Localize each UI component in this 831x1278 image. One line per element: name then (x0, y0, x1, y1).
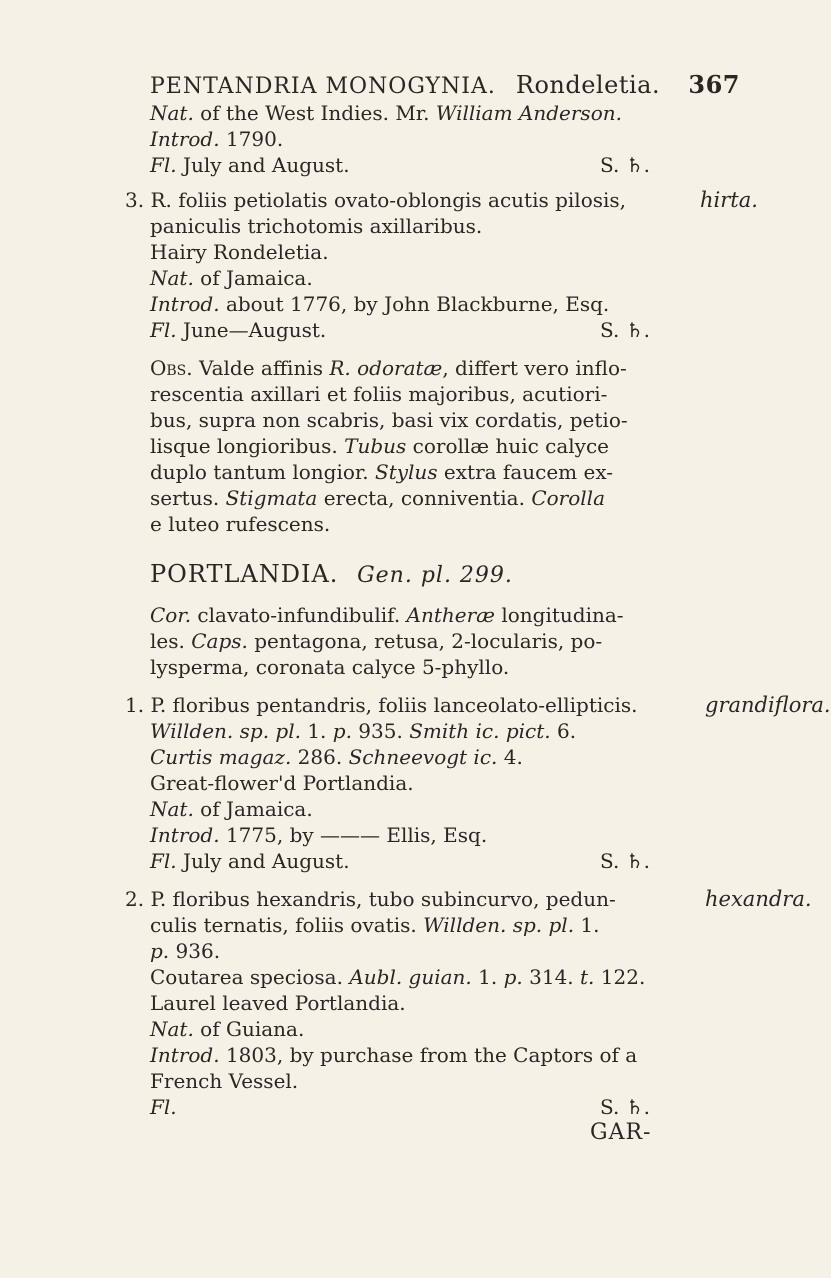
species-epithet-hexandra: hexandra. (705, 887, 812, 911)
genus-name: PORTLANDIA. (150, 560, 339, 588)
text-line: Coutarea speciosa. Aubl. guian. 1. p. 314. t. 122. (150, 965, 646, 989)
text-line: Fl. June—August. (150, 318, 327, 342)
text-line: Laurel leaved Portlandia. (150, 991, 406, 1015)
text-line: Nat. of the West Indies. Mr. William Anderson. (150, 101, 622, 125)
genus-character: lysperma, coronata calyce 5-phyllo. (150, 655, 510, 679)
text-line: paniculis trichotomis axillaribus. (150, 214, 483, 238)
obs-line: Obs. Valde affinis R. odoratæ, differt vero inflo- (150, 356, 627, 380)
habitat-code: S. ♄. (600, 318, 650, 342)
catchword: GAR- (590, 1120, 652, 1145)
text-line: Willden. sp. pl. 1. p. 935. Smith ic. pict. 6. (150, 719, 577, 743)
text-line: Introd. 1803, by purchase from the Captors of a (150, 1043, 638, 1067)
text-line: culis ternatis, foliis ovatis. Willden. sp. pl. 1. (150, 913, 600, 937)
genus-heading (150, 560, 513, 588)
genus-character: les. Caps. pentagona, retusa, 2-locularis, po- (150, 629, 603, 653)
page-number: 367 (688, 70, 740, 99)
text-line: Curtis magaz. 286. Schneevogt ic. 4. (150, 745, 523, 769)
obs-line: bus, supra non scabris, basi vix cordatis, petio- (150, 408, 628, 432)
obs-line: duplo tantum longior. Stylus extra faucem ex- (150, 460, 614, 484)
text-line: Introd. about 1776, by John Blackburne, Esq. (150, 292, 610, 316)
genus-character: Cor. clavato-infundibulif. Antheræ longitudina- (150, 603, 624, 627)
habitat-code: S. ♄. (600, 1095, 650, 1119)
text-line: Nat. of Jamaica. (150, 797, 313, 821)
obs-line: rescentia axillari et foliis majoribus, acutiori- (150, 382, 608, 406)
genus-reference: Gen. pl. 299. (357, 563, 513, 588)
obs-line: lisque longioribus. Tubus corollæ huic calyce (150, 434, 610, 458)
obs-line: sertus. Stigmata erecta, conniventia. Corolla (150, 486, 605, 510)
text-line: Fl. July and August. (150, 849, 350, 873)
header-genus: Rondeletia. (515, 71, 661, 99)
text-line: Nat. of Guiana. (150, 1017, 305, 1041)
species-line: 2. P. floribus hexandris, tubo subincurvo, pedun- (125, 887, 616, 911)
text-line: Hairy Rondeletia. (150, 240, 329, 264)
text-line: Introd. 1790. (150, 127, 284, 151)
text-line: p. 936. (150, 939, 221, 963)
text-line: Fl. (150, 1095, 177, 1119)
running-header (150, 70, 740, 99)
species-line: 3. R. foliis petiolatis ovato-oblongis acutis pilosis, (125, 188, 627, 212)
text-line: Introd. 1775, by ——— Ellis, Esq. (150, 823, 488, 847)
habitat-code: S. ♄. (600, 849, 650, 873)
obs-line: e luteo rufescens. (150, 512, 331, 536)
text-line: Great-flower'd Portlandia. (150, 771, 414, 795)
text-line: Nat. of Jamaica. (150, 266, 313, 290)
species-epithet-hirta: hirta. (700, 188, 758, 212)
text-line: Fl. July and August. (150, 153, 350, 177)
habitat-code: S. ♄. (600, 153, 650, 177)
text-line: French Vessel. (150, 1069, 299, 1093)
species-epithet-grandiflora: grandiflora. (705, 693, 831, 717)
species-line: 1. P. floribus pentandris, foliis lanceolato-ellipticis. (125, 693, 638, 717)
header-class-order: PENTANDRIA MONOGYNIA. (150, 74, 496, 99)
